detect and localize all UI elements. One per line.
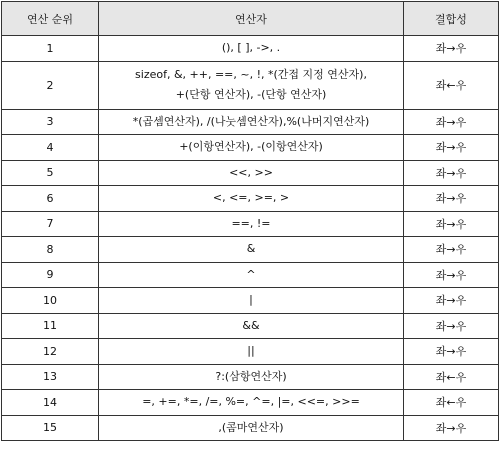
operator-line: +(이항연산자), -(이항연산자) bbox=[179, 140, 323, 154]
operators-cell bbox=[99, 36, 404, 62]
operators-cell bbox=[99, 262, 404, 288]
operators-cell bbox=[99, 237, 404, 263]
rank-cell: 7 bbox=[2, 211, 99, 237]
operators-cell bbox=[99, 390, 404, 416]
column-header-associativity: 결합성 bbox=[404, 2, 499, 36]
operators-cell bbox=[99, 186, 404, 212]
associativity-cell: 좌→우 bbox=[404, 313, 499, 339]
operator-line: <<, >> bbox=[229, 165, 273, 179]
operators-cell bbox=[99, 313, 404, 339]
rank-cell: 5 bbox=[2, 160, 99, 186]
table-body bbox=[2, 36, 499, 441]
table-row bbox=[2, 262, 499, 288]
rank-cell: 6 bbox=[2, 186, 99, 212]
table-row bbox=[2, 390, 499, 416]
rank-cell: 4 bbox=[2, 135, 99, 161]
operator-line: sizeof, &, ++, ==, ~, !, *(간접 지정 연산자), bbox=[135, 68, 367, 81]
associativity-cell: 좌→우 bbox=[404, 186, 499, 212]
table-row bbox=[2, 211, 499, 237]
operator-line: || bbox=[247, 344, 255, 358]
rank-cell: 13 bbox=[2, 364, 99, 390]
rank-cell: 1 bbox=[2, 36, 99, 62]
operators-cell bbox=[99, 364, 404, 390]
operators-cell bbox=[99, 109, 404, 135]
rank-cell: 8 bbox=[2, 237, 99, 263]
operator-line: *(곱셈연산자), /(나눗셈연산자),%(나머지연산자) bbox=[132, 114, 370, 128]
column-header-rank: 연산 순위 bbox=[2, 2, 99, 36]
associativity-cell: 좌→우 bbox=[404, 415, 499, 441]
table-row bbox=[2, 109, 499, 135]
associativity-cell: 좌→우 bbox=[404, 211, 499, 237]
operators-cell bbox=[99, 135, 404, 161]
table-row bbox=[2, 415, 499, 441]
operator-line: | bbox=[249, 293, 253, 307]
table-header-row bbox=[2, 2, 499, 36]
table-row bbox=[2, 313, 499, 339]
rank-cell: 11 bbox=[2, 313, 99, 339]
associativity-cell: 좌←우 bbox=[404, 364, 499, 390]
operator-line: (), [ ], ->, . bbox=[221, 41, 281, 55]
rank-cell: 12 bbox=[2, 339, 99, 365]
rank-cell: 2 bbox=[2, 61, 99, 109]
table-row bbox=[2, 61, 499, 109]
operator-line: +(단항 연산자), -(단항 연산자) bbox=[175, 88, 327, 101]
rank-cell: 3 bbox=[2, 109, 99, 135]
rank-cell: 9 bbox=[2, 262, 99, 288]
operator-line: <, <=, >=, > bbox=[212, 191, 290, 205]
associativity-cell: 좌→우 bbox=[404, 237, 499, 263]
rank-cell: 14 bbox=[2, 390, 99, 416]
associativity-cell: 좌→우 bbox=[404, 109, 499, 135]
operators-cell bbox=[99, 160, 404, 186]
operator-line: && bbox=[242, 318, 260, 332]
table-row bbox=[2, 160, 499, 186]
table-row bbox=[2, 186, 499, 212]
operators-cell bbox=[99, 339, 404, 365]
operator-precedence-table bbox=[1, 1, 499, 441]
operator-line: ?:(삼항연산자) bbox=[215, 369, 287, 383]
table-row bbox=[2, 364, 499, 390]
table-row bbox=[2, 36, 499, 62]
operator-line: =, +=, *=, /=, %=, ^=, |=, <<=, >>= bbox=[142, 395, 360, 409]
operator-line: ==, != bbox=[231, 216, 271, 230]
associativity-cell: 좌→우 bbox=[404, 288, 499, 314]
associativity-cell: 좌→우 bbox=[404, 262, 499, 288]
table-row bbox=[2, 288, 499, 314]
associativity-cell: 좌←우 bbox=[404, 390, 499, 416]
rank-cell: 15 bbox=[2, 415, 99, 441]
associativity-cell: 좌→우 bbox=[404, 135, 499, 161]
operator-line: & bbox=[246, 242, 256, 256]
table-row bbox=[2, 135, 499, 161]
column-header-operators: 연산자 bbox=[99, 2, 404, 36]
associativity-cell: 좌→우 bbox=[404, 339, 499, 365]
table-row bbox=[2, 237, 499, 263]
operators-cell bbox=[99, 211, 404, 237]
associativity-cell: 좌←우 bbox=[404, 61, 499, 109]
associativity-cell: 좌→우 bbox=[404, 160, 499, 186]
operator-line: ^ bbox=[246, 267, 256, 281]
associativity-cell: 좌→우 bbox=[404, 36, 499, 62]
operators-cell bbox=[99, 61, 404, 109]
operators-cell bbox=[99, 415, 404, 441]
operator-line: ,(콤마연산자) bbox=[218, 420, 284, 434]
operators-cell bbox=[99, 288, 404, 314]
rank-cell: 10 bbox=[2, 288, 99, 314]
table-row bbox=[2, 339, 499, 365]
